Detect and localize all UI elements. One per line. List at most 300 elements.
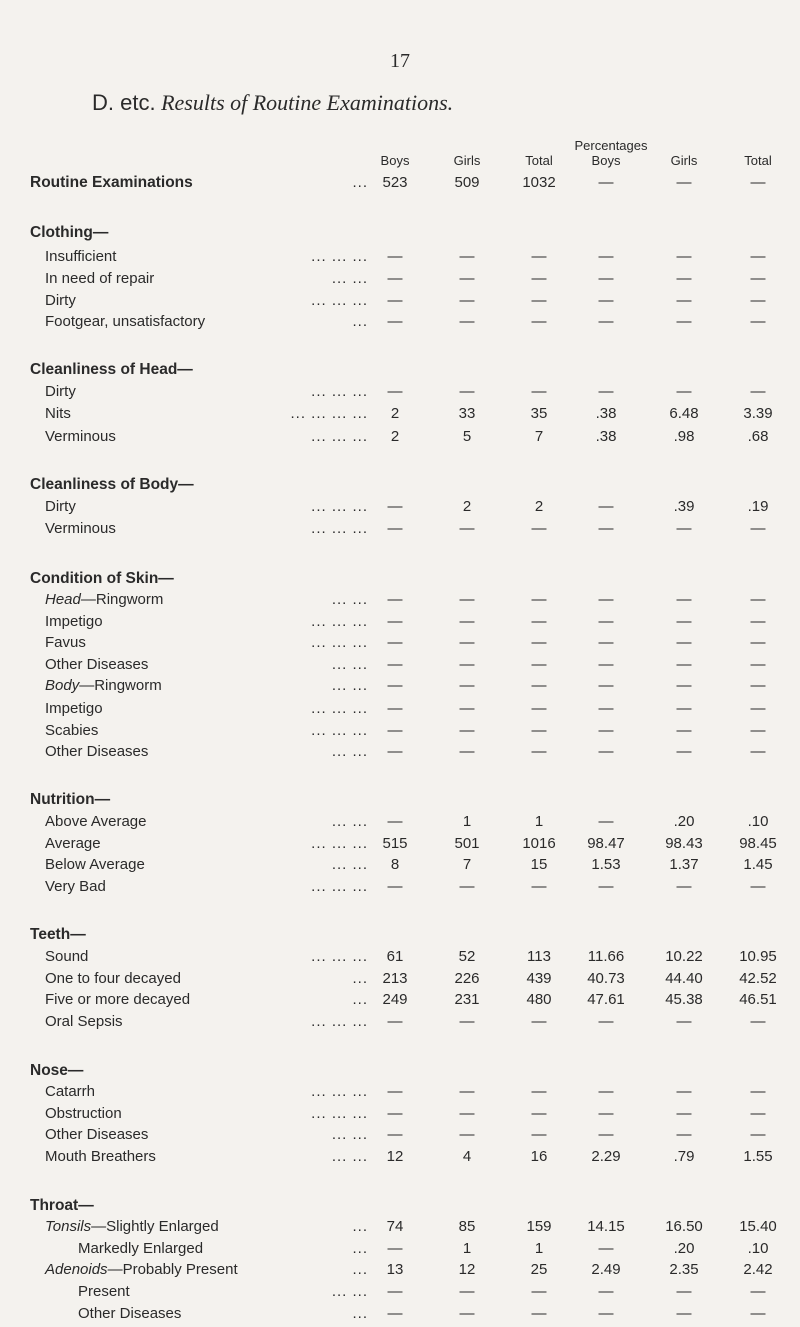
table-cell: — <box>750 520 766 537</box>
table-cell: — <box>750 292 766 309</box>
table-cell: — <box>598 677 614 694</box>
table-row <box>0 313 800 335</box>
table-cell: 98.43 <box>665 835 703 852</box>
table-cell: .19 <box>747 498 769 515</box>
table-cell: — <box>750 1305 766 1322</box>
table-cell: — <box>598 743 614 760</box>
row-label <box>45 856 145 873</box>
leader-dots: ... ... <box>331 1126 368 1143</box>
leader-dots: ... ... <box>331 1283 368 1300</box>
leader-dots: ... ... ... <box>311 498 368 515</box>
table-cell: — <box>598 498 614 515</box>
table-row <box>0 991 800 1013</box>
table-cell: — <box>387 722 403 739</box>
row-label-text: Nose— <box>30 1062 84 1079</box>
table-cell: — <box>387 292 403 309</box>
table-cell: — <box>459 292 475 309</box>
table-cell: — <box>387 1083 403 1100</box>
table-cell: 25 <box>530 1261 548 1278</box>
table-cell: — <box>459 634 475 651</box>
table-cell: .10 <box>747 1240 769 1257</box>
leader-dots: ... ... ... <box>311 1105 368 1122</box>
table-cell: — <box>387 520 403 537</box>
table-cell: — <box>531 591 547 608</box>
table-cell: — <box>531 248 547 265</box>
table-cell: 14.15 <box>587 1218 625 1235</box>
row-label <box>45 270 154 287</box>
table-cell: 3.39 <box>743 405 773 422</box>
row-label-text: Impetigo <box>45 700 103 717</box>
table-row <box>0 1105 800 1127</box>
table-cell: 2 <box>390 428 400 445</box>
row-label-text: Below Average <box>45 856 145 873</box>
leader-dots: ... ... ... <box>311 613 368 630</box>
table-cell: 98.45 <box>739 835 777 852</box>
table-cell: — <box>531 520 547 537</box>
row-label <box>45 591 163 608</box>
row-label-text: Dirty <box>45 498 76 515</box>
table-cell: — <box>387 498 403 515</box>
row-label-text: Very Bad <box>45 878 106 895</box>
table-cell: 42.52 <box>739 970 777 987</box>
row-label <box>45 383 76 400</box>
leader-dots: ... ... ... <box>311 1083 368 1100</box>
row-label <box>45 948 88 965</box>
table-cell: — <box>676 1083 692 1100</box>
section-heading <box>0 1197 800 1219</box>
table-cell: — <box>459 1305 475 1322</box>
table-cell: — <box>750 1083 766 1100</box>
table-cell: — <box>598 700 614 717</box>
table-cell: — <box>459 313 475 330</box>
table-cell: — <box>750 1283 766 1300</box>
row-label <box>45 292 76 309</box>
row-label-text: Impetigo <box>45 613 103 630</box>
table-cell: — <box>387 1105 403 1122</box>
table-cell: 515 <box>382 835 408 852</box>
table-cell: — <box>676 383 692 400</box>
table-row <box>0 1126 800 1148</box>
leader-dots: ... ... ... <box>311 878 368 895</box>
percentages-header: Percentages <box>574 138 648 153</box>
table-row <box>0 722 800 744</box>
table-cell: 1 <box>462 1240 472 1257</box>
row-label <box>45 656 148 673</box>
table-cell: — <box>531 722 547 739</box>
table-cell: 6.48 <box>669 405 699 422</box>
leader-dots: ... ... ... <box>311 700 368 717</box>
row-label <box>45 722 98 739</box>
table-cell: — <box>531 656 547 673</box>
table-cell: — <box>387 1283 403 1300</box>
table-cell: — <box>387 1305 403 1322</box>
table-cell: 46.51 <box>739 991 777 1008</box>
table-cell: — <box>598 1283 614 1300</box>
table-cell: — <box>598 1083 614 1100</box>
table-cell: .39 <box>673 498 695 515</box>
table-cell: — <box>750 613 766 630</box>
row-label-text: Other Diseases <box>78 1305 182 1322</box>
table-cell: .98 <box>673 428 695 445</box>
leader-dots: ... ... <box>331 813 368 830</box>
table-cell: — <box>750 700 766 717</box>
leader-dots: ... ... ... <box>311 428 368 445</box>
table-cell: 1.45 <box>743 856 773 873</box>
row-label-italic: Body <box>45 677 80 694</box>
table-cell: 15.40 <box>739 1218 777 1235</box>
table-cell: — <box>750 656 766 673</box>
table-cell: 509 <box>454 174 480 191</box>
row-label <box>45 428 116 445</box>
row-label <box>45 743 148 760</box>
leader-dots: ... ... ... <box>311 722 368 739</box>
table-cell: — <box>750 1013 766 1030</box>
column-header-pct-boys: Boys <box>591 153 621 168</box>
section-heading <box>0 1062 800 1084</box>
table-cell: 85 <box>458 1218 476 1235</box>
table-cell: — <box>750 313 766 330</box>
table-row <box>0 743 800 765</box>
table-cell: — <box>750 634 766 651</box>
table-cell: 7 <box>534 428 544 445</box>
table-cell: — <box>676 313 692 330</box>
row-label <box>30 926 86 944</box>
table-cell: — <box>676 1283 692 1300</box>
row-label-text: Cleanliness of Body— <box>30 476 194 493</box>
leader-dots: ... ... <box>331 270 368 287</box>
row-label <box>30 361 193 379</box>
table-cell: 11.66 <box>587 948 625 965</box>
table-cell: — <box>387 1126 403 1143</box>
row-label <box>45 1105 122 1122</box>
table-cell: — <box>387 656 403 673</box>
row-label <box>45 613 103 630</box>
row-label <box>45 1013 123 1030</box>
table-cell: — <box>676 520 692 537</box>
table-cell: 2 <box>390 405 400 422</box>
row-label <box>45 1148 156 1165</box>
table-cell: — <box>750 248 766 265</box>
row-label-text: Clothing— <box>30 224 109 241</box>
table-row <box>0 591 800 613</box>
table-row <box>0 428 800 450</box>
row-label <box>45 248 116 265</box>
row-label <box>78 1283 130 1300</box>
table-cell: 61 <box>386 948 404 965</box>
table-cell: — <box>531 1105 547 1122</box>
table-cell: 159 <box>526 1218 552 1235</box>
row-label <box>78 1240 203 1257</box>
table-cell: 16 <box>530 1148 548 1165</box>
row-label-text: Dirty <box>45 383 76 400</box>
table-cell: — <box>750 174 766 191</box>
table-cell: — <box>531 313 547 330</box>
table-cell: 226 <box>454 970 480 987</box>
table-cell: — <box>676 634 692 651</box>
row-label-text: Mouth Breathers <box>45 1148 156 1165</box>
row-label-text: Routine Examinations <box>30 174 193 191</box>
row-label-italic: Tonsils <box>45 1218 92 1235</box>
table-cell: — <box>387 813 403 830</box>
table-cell: — <box>387 591 403 608</box>
table-cell: — <box>598 722 614 739</box>
table-cell: 45.38 <box>665 991 703 1008</box>
section-heading <box>0 224 800 246</box>
table-cell: 12 <box>458 1261 476 1278</box>
row-label <box>30 1197 94 1215</box>
row-label <box>45 700 103 717</box>
table-cell: 2.42 <box>743 1261 773 1278</box>
row-label <box>45 1083 95 1100</box>
table-cell: .79 <box>673 1148 695 1165</box>
row-label <box>45 878 106 895</box>
table-cell: — <box>676 1305 692 1322</box>
row-label-text: Markedly Enlarged <box>78 1240 204 1257</box>
table-cell: — <box>598 1126 614 1143</box>
table-cell: — <box>750 270 766 287</box>
row-label <box>45 970 181 987</box>
table-cell: — <box>459 656 475 673</box>
row-label-text: —Ringworm <box>80 591 164 608</box>
table-cell: — <box>676 591 692 608</box>
row-label-italic: Head <box>45 591 81 608</box>
table-cell: — <box>531 613 547 630</box>
table-row <box>0 634 800 656</box>
page-title <box>92 90 453 116</box>
table-row <box>0 613 800 635</box>
table-cell: .10 <box>747 813 769 830</box>
row-label-text: Average <box>45 835 101 852</box>
row-label <box>45 1126 148 1143</box>
table-cell: — <box>459 1013 475 1030</box>
table-cell: — <box>598 813 614 830</box>
row-label-text: Verminous <box>45 428 116 445</box>
table-cell: — <box>387 313 403 330</box>
table-cell: 113 <box>527 948 551 965</box>
table-cell: 523 <box>382 174 408 191</box>
table-cell: .20 <box>673 1240 695 1257</box>
table-row <box>0 878 800 900</box>
table-cell: — <box>387 383 403 400</box>
row-label-text: Above Average <box>45 813 147 830</box>
table-cell: 8 <box>390 856 400 873</box>
table-cell: — <box>387 677 403 694</box>
table-cell: 13 <box>386 1261 404 1278</box>
table-cell: .20 <box>673 813 695 830</box>
table-cell: — <box>598 313 614 330</box>
row-label <box>45 313 205 330</box>
row-label-text: —Probably Present <box>107 1261 238 1278</box>
row-label <box>30 570 174 588</box>
row-label-text: —Ringworm <box>79 677 162 694</box>
table-cell: .38 <box>595 428 617 445</box>
table-row <box>0 405 800 427</box>
table-cell: — <box>676 878 692 895</box>
leader-dots: ... <box>352 313 368 330</box>
table-cell: — <box>387 1013 403 1030</box>
row-label <box>45 1218 219 1235</box>
row-label <box>45 634 86 651</box>
table-cell: — <box>598 1305 614 1322</box>
table-cell: — <box>459 270 475 287</box>
table-cell: — <box>598 656 614 673</box>
table-row <box>0 292 800 314</box>
table-cell: 480 <box>526 991 552 1008</box>
table-cell: 40.73 <box>587 970 625 987</box>
table-cell: — <box>459 520 475 537</box>
table-cell: — <box>459 1283 475 1300</box>
table-row <box>0 498 800 520</box>
table-cell: 2.49 <box>591 1261 621 1278</box>
row-label-text: Present <box>78 1283 130 1300</box>
table-cell: — <box>387 270 403 287</box>
leader-dots: ... ... <box>331 1148 368 1165</box>
row-label-text: Five or more decayed <box>45 991 191 1008</box>
table-cell: — <box>459 613 475 630</box>
table-cell: — <box>676 722 692 739</box>
table-cell: — <box>598 634 614 651</box>
row-label-text: Sound <box>45 948 89 965</box>
leader-dots: ... ... ... <box>311 835 368 852</box>
table-row <box>0 856 800 878</box>
table-cell: 1.53 <box>591 856 621 873</box>
leader-dots: ... ... ... <box>311 248 368 265</box>
leader-dots: ... <box>352 1218 368 1235</box>
row-label-text: Dirty <box>45 292 76 309</box>
table-cell: — <box>676 174 692 191</box>
table-cell: 2.35 <box>669 1261 699 1278</box>
row-label-text: Teeth— <box>30 926 86 943</box>
table-cell: — <box>598 613 614 630</box>
table-row <box>0 677 800 699</box>
table-cell: 12 <box>386 1148 404 1165</box>
row-label <box>45 1261 238 1278</box>
leader-dots: ... ... <box>331 743 368 760</box>
leader-dots: ... ... ... <box>311 520 368 537</box>
table-cell: — <box>531 1013 547 1030</box>
table-cell: — <box>531 878 547 895</box>
row-label-italic: Adenoids <box>45 1261 108 1278</box>
table-cell: — <box>598 1240 614 1257</box>
leader-dots: ... ... <box>331 656 368 673</box>
table-cell: 52 <box>458 948 476 965</box>
leader-dots: ... <box>352 174 368 191</box>
leader-dots: ... ... ... <box>311 383 368 400</box>
leader-dots: ... ... <box>331 591 368 608</box>
table-cell: — <box>676 743 692 760</box>
table-cell: — <box>676 292 692 309</box>
table-cell: — <box>598 1105 614 1122</box>
row-label-text: Favus <box>45 634 86 651</box>
table-cell: 2.29 <box>591 1148 621 1165</box>
table-cell: — <box>459 677 475 694</box>
row-label-text: Condition of Skin— <box>30 570 174 587</box>
table-cell: .68 <box>747 428 769 445</box>
table-cell: 47.61 <box>587 991 625 1008</box>
table-cell: — <box>676 677 692 694</box>
table-cell: 1 <box>534 813 544 830</box>
table-cell: 4 <box>462 1148 472 1165</box>
table-cell: — <box>459 743 475 760</box>
table-cell: — <box>598 292 614 309</box>
table-row <box>0 1283 800 1305</box>
table-cell: — <box>750 677 766 694</box>
column-header-girls: Girls <box>453 153 481 168</box>
table-cell: — <box>459 1126 475 1143</box>
row-label <box>78 1305 181 1322</box>
table-cell: — <box>459 1083 475 1100</box>
table-cell: 44.40 <box>665 970 703 987</box>
table-cell: — <box>598 1013 614 1030</box>
row-label-text: —Slightly Enlarged <box>91 1218 219 1235</box>
table-cell: 33 <box>458 405 476 422</box>
table-cell: — <box>676 700 692 717</box>
leader-dots: ... <box>352 1240 368 1257</box>
row-label <box>45 677 162 694</box>
title-italic: Results of Routine Examinations. <box>161 90 454 115</box>
table-cell: — <box>676 656 692 673</box>
table-cell: — <box>598 248 614 265</box>
table-cell: — <box>531 383 547 400</box>
table-cell: — <box>459 878 475 895</box>
table-cell: — <box>531 700 547 717</box>
table-cell: — <box>531 292 547 309</box>
leader-dots: ... ... <box>331 856 368 873</box>
table-cell: 35 <box>530 405 548 422</box>
column-header-total: Total <box>525 153 553 168</box>
table-cell: — <box>750 1105 766 1122</box>
leader-dots: ... ... ... <box>311 634 368 651</box>
table-row <box>0 270 800 292</box>
table-row <box>0 700 800 722</box>
section-heading <box>0 926 800 948</box>
table-cell: — <box>459 1105 475 1122</box>
table-cell: — <box>531 1283 547 1300</box>
table-cell: — <box>531 1083 547 1100</box>
table-cell: 2 <box>462 498 472 515</box>
row-label-text: Cleanliness of Head— <box>30 361 193 378</box>
table-cell: — <box>531 270 547 287</box>
table-cell: 213 <box>382 970 408 987</box>
table-row <box>0 656 800 678</box>
leader-dots: ... ... ... <box>311 948 368 965</box>
row-label-text: Other Diseases <box>45 1126 149 1143</box>
table-cell: 1016 <box>522 835 556 852</box>
table-cell: — <box>676 270 692 287</box>
table-cell: — <box>459 700 475 717</box>
section-heading <box>0 570 800 592</box>
row-label <box>45 991 190 1008</box>
table-cell: 2 <box>534 498 544 515</box>
table-cell: 74 <box>386 1218 404 1235</box>
table-cell: — <box>531 1305 547 1322</box>
table-cell: — <box>750 383 766 400</box>
table-cell: — <box>750 722 766 739</box>
table-cell: — <box>676 1013 692 1030</box>
column-header-pct-girls: Girls <box>670 153 698 168</box>
section-heading <box>0 476 800 498</box>
table-cell: — <box>459 722 475 739</box>
table-row <box>0 970 800 992</box>
table-cell: — <box>676 248 692 265</box>
table-cell: — <box>598 591 614 608</box>
leader-dots: ... <box>352 1305 368 1322</box>
table-row <box>0 1218 800 1240</box>
leader-dots: ... ... ... ... <box>290 405 368 422</box>
table-cell: — <box>459 591 475 608</box>
row-label-text: Catarrh <box>45 1083 96 1100</box>
table-row <box>0 520 800 542</box>
